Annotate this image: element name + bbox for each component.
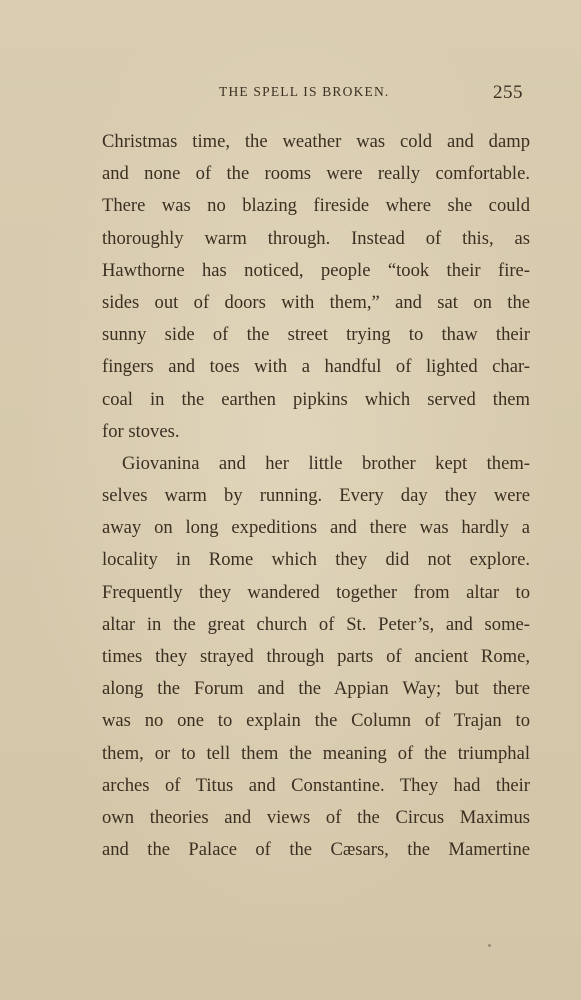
text-line: sunny side of the street trying to thaw their (102, 324, 530, 346)
text-line: sides out of doors with them,” and sat on the (102, 291, 530, 313)
text-line: for stoves. (102, 420, 180, 442)
text-line: them, or to tell them the meaning of the triumphal (102, 742, 530, 764)
text-line: Hawthorne has noticed, people “took their fire- (102, 259, 530, 281)
paper-speck (488, 944, 491, 947)
text-line: and none of the rooms were really comfortable. (102, 163, 530, 185)
text-line: There was no blazing fireside where she could (102, 195, 530, 217)
text-line: away on long expeditions and there was hardly a (102, 517, 530, 539)
text-line: times they strayed through parts of ancient Rome, (102, 646, 530, 667)
page-number: 255 (493, 82, 523, 103)
text-line: coal in the earthen pipkins which served them (102, 388, 530, 410)
text-line: along the Forum and the Appian Way; but there (102, 678, 530, 700)
running-head: THE SPELL IS BROKEN. (219, 84, 390, 99)
text-line: arches of Titus and Constantine. They had their (102, 774, 530, 796)
paragraph-2 (102, 448, 530, 866)
text-line: selves warm by running. Every day they were (102, 485, 530, 507)
text-line: altar in the great church of St. Peter’s, and some- (102, 613, 530, 635)
text-line: Giovanina and her little brother kept them- (122, 452, 530, 474)
text-line: thoroughly warm through. Instead of this, as (102, 227, 530, 249)
text-line: was no one to explain the Column of Trajan to (102, 710, 530, 732)
text-line: own theories and views of the Circus Maximus (102, 806, 530, 828)
text-line: Frequently they wandered together from altar to (102, 581, 530, 603)
text-line: and the Palace of the Cæsars, the Mamertine (102, 839, 530, 861)
body-text (102, 126, 530, 866)
text-line: Christmas time, the weather was cold and damp (102, 131, 530, 152)
paragraph-1 (102, 126, 530, 448)
text-line: locality in Rome which they did not explore. (102, 549, 530, 571)
text-line: fingers and toes with a handful of lighted char- (102, 356, 530, 378)
